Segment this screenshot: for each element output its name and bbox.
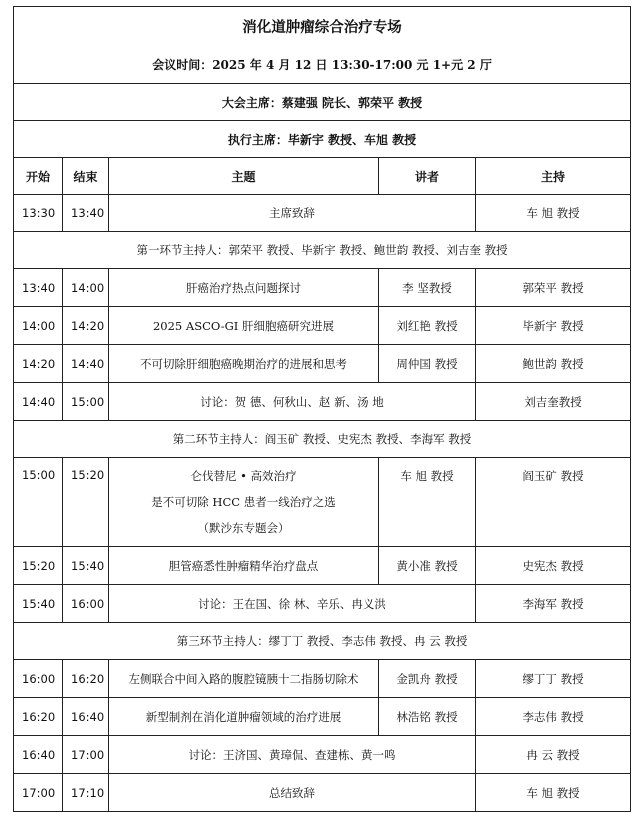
end-time: 16:40 [63, 698, 109, 736]
executive-chairs: 执行主席：毕新宇 教授、车旭 教授 [14, 121, 631, 158]
end-time: 14:20 [63, 307, 109, 345]
start-time: 14:20 [14, 345, 63, 383]
header-start: 开始 [14, 158, 63, 195]
header-host: 主持 [476, 158, 631, 195]
end-time: 15:20 [63, 458, 109, 547]
start-time: 15:00 [14, 458, 63, 547]
host: 阎玉矿 教授 [476, 458, 631, 547]
topic: 总结致辞 [109, 774, 476, 812]
topic: 主席致辞 [109, 195, 476, 232]
end-time: 14:00 [63, 269, 109, 307]
agenda-table [13, 6, 631, 812]
speaker: 林浩铭 教授 [379, 698, 476, 736]
header-row [14, 158, 631, 195]
host: 李海军 教授 [476, 585, 631, 623]
start-time: 15:20 [14, 547, 63, 585]
conference-chairs: 大会主席：蔡建强 院长、郭荣平 教授 [14, 84, 631, 121]
agenda-sheet [13, 6, 630, 812]
segment1-hosts: 第一环节主持人：郭荣平 教授、毕新宇 教授、鲍世韵 教授、刘吉奎 教授 [14, 232, 631, 269]
topic: 2025 ASCO-GI 肝细胞癌研究进展 [109, 307, 379, 345]
segment3-hosts: 第三环节主持人：缪丁丁 教授、李志伟 教授、冉 云 教授 [14, 623, 631, 660]
topic: 左侧联合中间入路的腹腔镜胰十二指肠切除术 [109, 660, 379, 698]
table-row [14, 547, 631, 585]
topic: 不可切除肝细胞癌晚期治疗的进展和思考 [109, 345, 379, 383]
table-row [14, 736, 631, 774]
special-topic-line3: （默沙东专题会） [197, 521, 290, 535]
discussion-topic: 讨论：王在国、徐 林、辛乐、冉义洪 [109, 585, 476, 623]
table-row [14, 195, 631, 232]
host: 史宪杰 教授 [476, 547, 631, 585]
end-time: 16:00 [63, 585, 109, 623]
discussion-topic: 讨论：王济国、黄璋侃、查建栋、黄一鸣 [109, 736, 476, 774]
host: 缪丁丁 教授 [476, 660, 631, 698]
table-row [14, 383, 631, 421]
speaker: 车 旭 教授 [379, 458, 476, 547]
table-row [14, 269, 631, 307]
host: 毕新宇 教授 [476, 307, 631, 345]
header-end: 结束 [63, 158, 109, 195]
table-row [14, 698, 631, 736]
end-time: 14:40 [63, 345, 109, 383]
table-row [14, 307, 631, 345]
speaker: 黄小准 教授 [379, 547, 476, 585]
host: 郭荣平 教授 [476, 269, 631, 307]
host: 冉 云 教授 [476, 736, 631, 774]
start-time: 14:40 [14, 383, 63, 421]
topic: 肝癌治疗热点问题探讨 [109, 269, 379, 307]
end-time: 17:00 [63, 736, 109, 774]
start-time: 14:00 [14, 307, 63, 345]
host: 李志伟 教授 [476, 698, 631, 736]
start-time: 15:40 [14, 585, 63, 623]
host: 鲍世韵 教授 [476, 345, 631, 383]
host: 车 旭 教授 [476, 195, 631, 232]
table-row [14, 774, 631, 812]
special-topic [109, 458, 379, 547]
segment2-hosts: 第二环节主持人：阎玉矿 教授、史宪杰 教授、李海军 教授 [14, 421, 631, 458]
speaker: 刘红艳 教授 [379, 307, 476, 345]
special-topic-line1: 仑伐替尼 • 高效治疗 [190, 469, 297, 483]
special-topic-line2: 是不可切除 HCC 患者一线治疗之选 [151, 495, 336, 509]
end-time: 15:40 [63, 547, 109, 585]
speaker: 周仲国 教授 [379, 345, 476, 383]
host: 刘吉奎教授 [476, 383, 631, 421]
table-row [14, 345, 631, 383]
agenda-title: 消化道肿瘤综合治疗专场 [14, 7, 631, 46]
topic: 新型制剂在消化道肿瘤领域的治疗进展 [109, 698, 379, 736]
table-row [14, 585, 631, 623]
header-topic: 主题 [109, 158, 379, 195]
start-time: 17:00 [14, 774, 63, 812]
discussion-topic: 讨论：贺 德、何秋山、赵 新、汤 地 [109, 383, 476, 421]
start-time: 13:30 [14, 195, 63, 232]
meeting-time: 会议时间：2025 年 4 月 12 日 13:30-17:00 元 1+元 2 厅 [14, 45, 631, 84]
end-time: 16:20 [63, 660, 109, 698]
topic: 胆管癌悉性肿瘤精华治疗盘点 [109, 547, 379, 585]
table-row [14, 458, 631, 547]
speaker: 李 坚教授 [379, 269, 476, 307]
header-speaker: 讲者 [379, 158, 476, 195]
speaker: 金凯舟 教授 [379, 660, 476, 698]
start-time: 16:40 [14, 736, 63, 774]
start-time: 13:40 [14, 269, 63, 307]
start-time: 16:00 [14, 660, 63, 698]
start-time: 16:20 [14, 698, 63, 736]
table-row [14, 660, 631, 698]
end-time: 15:00 [63, 383, 109, 421]
host: 车 旭 教授 [476, 774, 631, 812]
end-time: 13:40 [63, 195, 109, 232]
end-time: 17:10 [63, 774, 109, 812]
